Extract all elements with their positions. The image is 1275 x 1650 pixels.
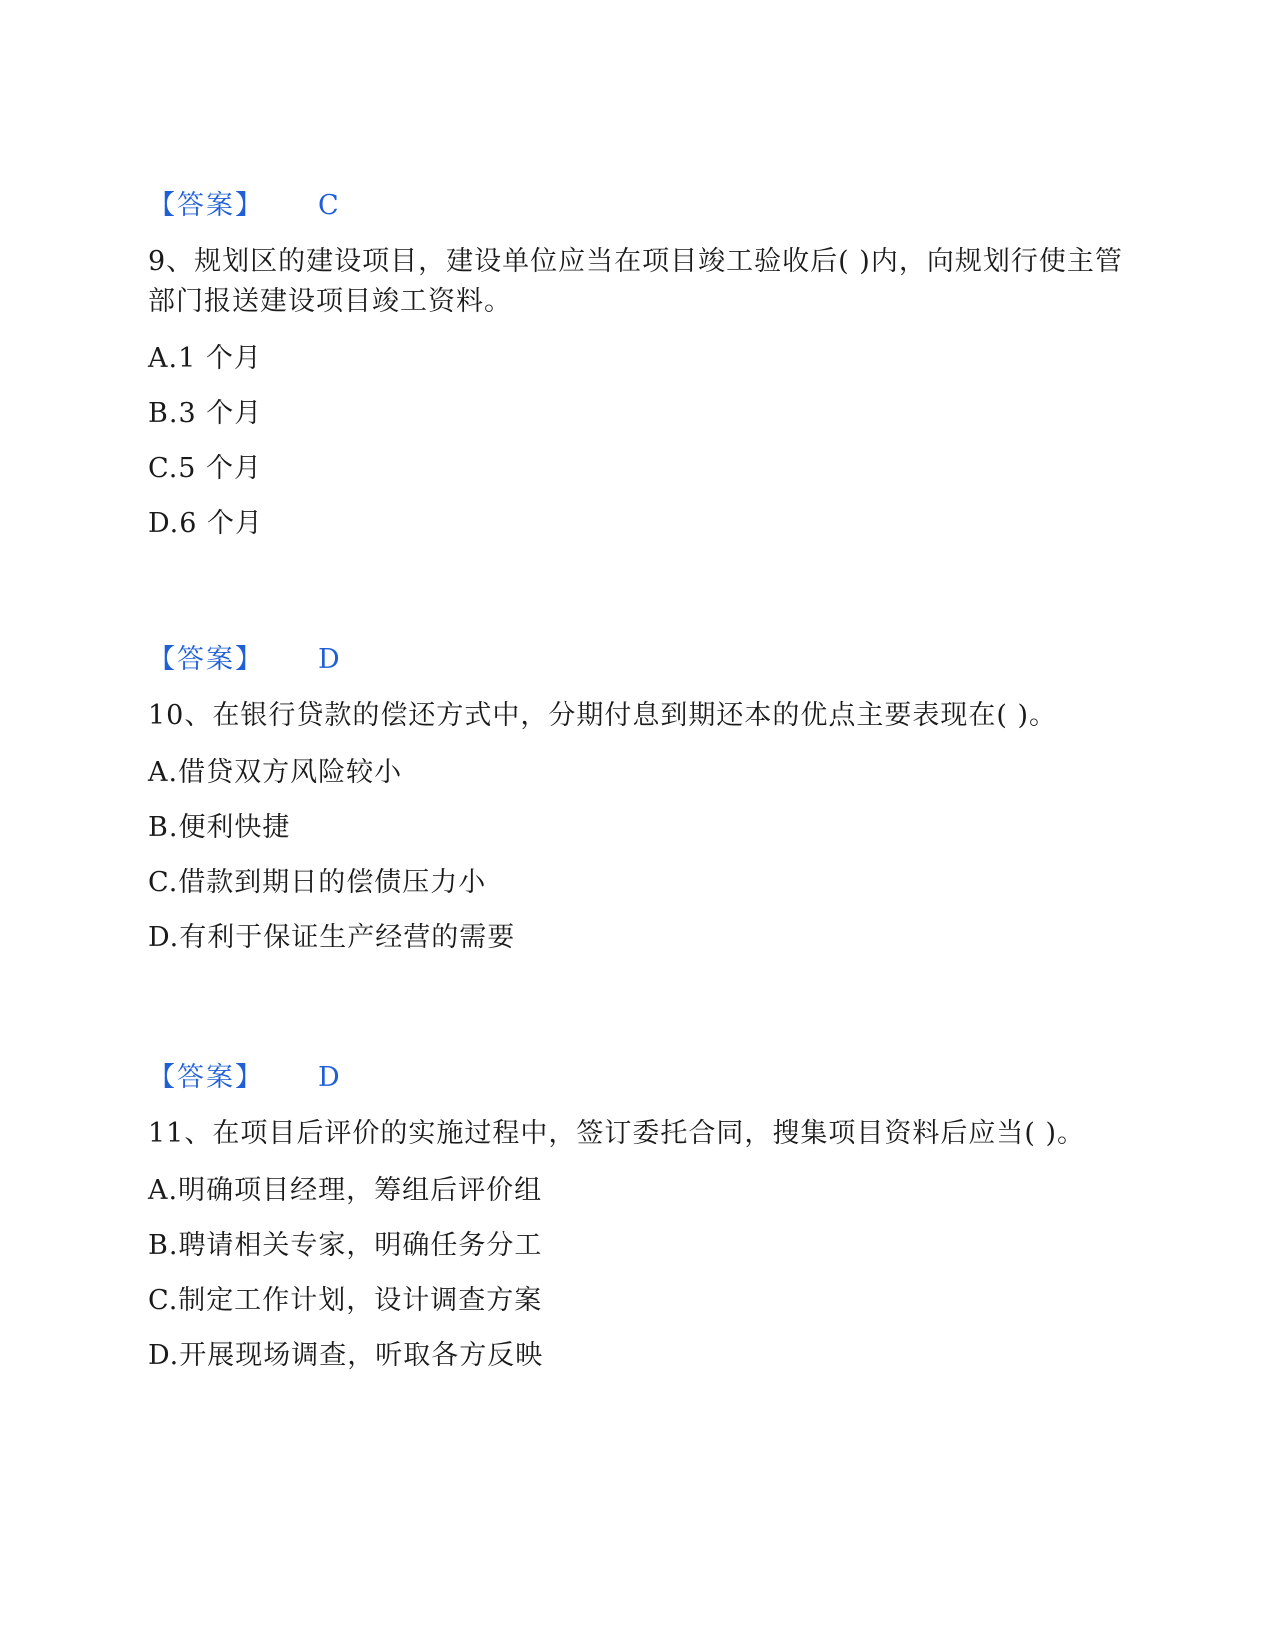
option-key: C. <box>148 867 179 898</box>
option-b <box>148 396 1128 432</box>
option-text: 有利于保证生产经营的需要 <box>179 922 516 953</box>
answer-label: 【答案】 <box>148 644 264 675</box>
answer-line <box>148 188 1128 224</box>
option-text: 6 个月 <box>179 508 264 539</box>
answer-value: D <box>318 1062 340 1093</box>
option-d <box>148 506 1128 542</box>
option-text: 制定工作计划，设计调查方案 <box>178 1285 543 1316</box>
answer-value: C <box>318 190 339 221</box>
option-key: D. <box>148 1340 180 1371</box>
question-block-11 <box>148 1060 1128 1374</box>
question-text: 9、规划区的建设项目，建设单位应当在项目竣工验收后( )内，向规划行使主管部门报送建设项目竣工资料。 <box>148 246 1123 317</box>
option-a <box>148 1173 1128 1209</box>
option-key: A. <box>148 757 179 788</box>
option-d <box>148 920 1128 956</box>
option-c <box>148 451 1128 487</box>
option-text: 明确项目经理，筹组后评价组 <box>178 1175 543 1206</box>
question-text: 11、在项目后评价的实施过程中，签订委托合同，搜集项目资料后应当( )。 <box>148 1118 1086 1149</box>
answer-line <box>148 642 1128 678</box>
question-block-10 <box>148 642 1128 956</box>
option-text: 便利快捷 <box>178 812 291 843</box>
option-text: 聘请相关专家，明确任务分工 <box>178 1230 543 1261</box>
answer-value: D <box>318 644 340 675</box>
option-key: D. <box>148 508 180 539</box>
option-c <box>148 1283 1128 1319</box>
option-d <box>148 1338 1128 1374</box>
answer-label: 【答案】 <box>148 1062 264 1093</box>
option-key: A. <box>148 343 179 374</box>
question-block-9 <box>148 188 1128 542</box>
option-key: D. <box>148 922 180 953</box>
question-text: 10、在银行贷款的偿还方式中，分期付息到期还本的优点主要表现在( )。 <box>148 700 1058 731</box>
option-b <box>148 810 1128 846</box>
option-key: B. <box>148 398 179 429</box>
option-key: C. <box>148 453 179 484</box>
option-a <box>148 755 1128 791</box>
option-a <box>148 341 1128 377</box>
option-text: 3 个月 <box>178 398 263 429</box>
option-text: 5 个月 <box>178 453 263 484</box>
option-c <box>148 865 1128 901</box>
answer-label: 【答案】 <box>148 190 264 221</box>
option-text: 开展现场调查，听取各方反映 <box>179 1340 544 1371</box>
answer-line <box>148 1060 1128 1096</box>
option-key: A. <box>148 1175 179 1206</box>
option-key: B. <box>148 812 179 843</box>
option-text: 借款到期日的偿债压力小 <box>178 867 487 898</box>
option-text: 借贷双方风险较小 <box>178 757 403 788</box>
option-text: 1 个月 <box>178 343 262 374</box>
option-b <box>148 1228 1128 1264</box>
option-key: B. <box>148 1230 179 1261</box>
option-key: C. <box>148 1285 179 1316</box>
